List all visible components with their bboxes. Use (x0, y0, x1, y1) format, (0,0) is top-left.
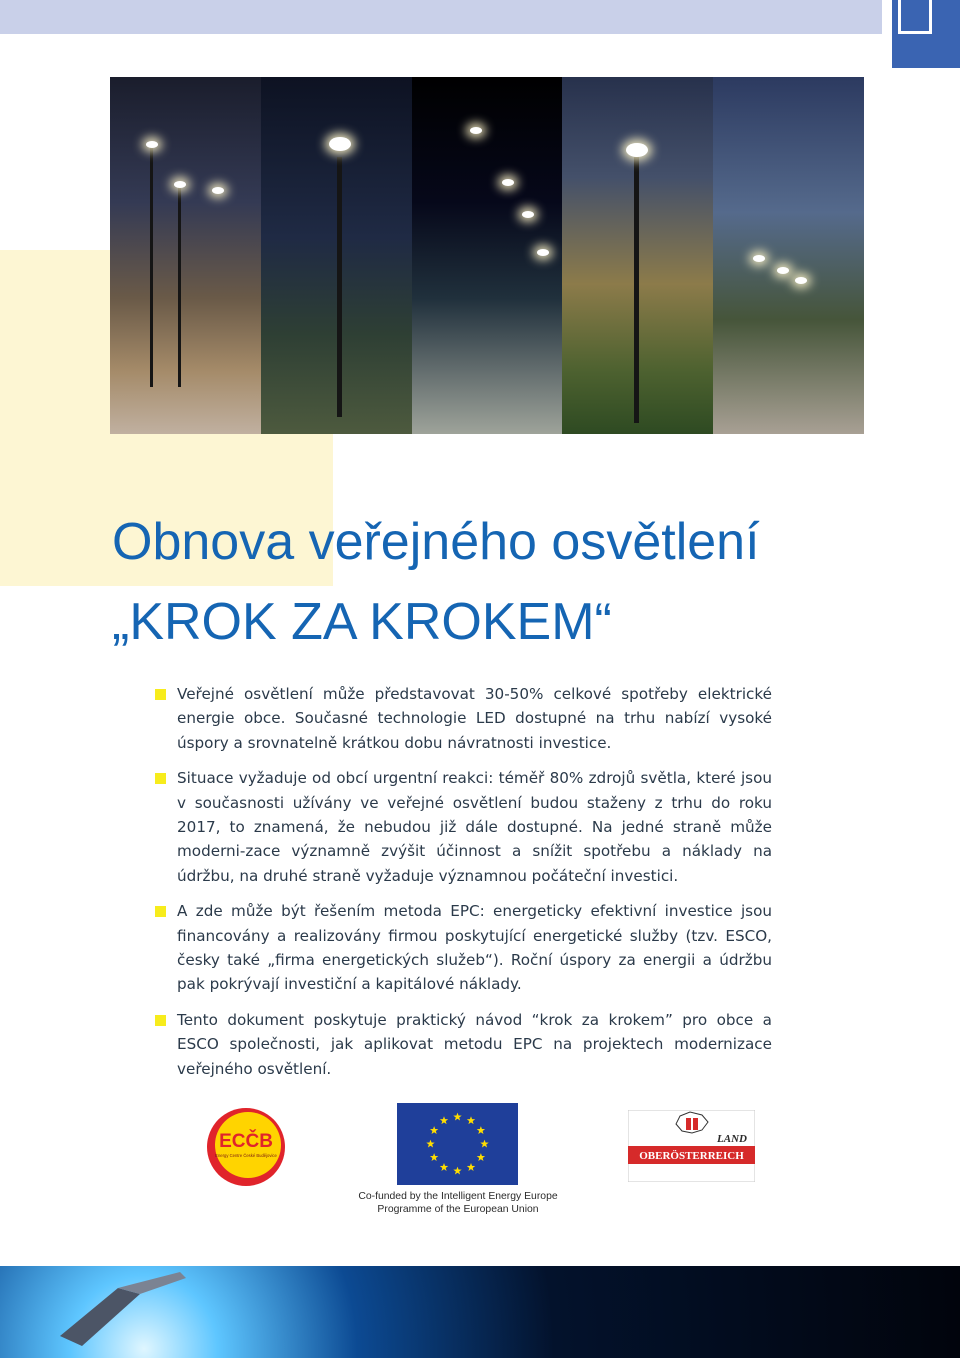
bullet-text: A zde může být řešením metoda EPC: energeticky efektivní investice jsou financovány a realizovány firmou poskytující energetické služby (tzv. ESCO, česky také „firma energetických služeb“). Roční úspory za energii a údržbu pak pokrývají investiční a kapitálové náklady. (177, 902, 772, 994)
old-lantern-photo (261, 77, 412, 434)
bullet-item (155, 766, 772, 888)
bullet-item (155, 1008, 772, 1081)
eu-flag-icon (397, 1103, 518, 1185)
bullet-item (155, 682, 772, 755)
led-lamp-head-icon (0, 1266, 960, 1358)
parking-lot-night-photo (110, 77, 261, 434)
corner-decor-square (892, 0, 960, 68)
eccb-logo (206, 1107, 286, 1187)
yellow-square-bullet-icon (155, 689, 166, 700)
led-street-photo (412, 77, 563, 434)
page-subtitle: „KROK ZA KROKEM“ (112, 593, 612, 651)
top-decor-band (0, 0, 882, 34)
page-title: Obnova veřejného osvětlení (112, 513, 760, 571)
bullet-text: Tento dokument poskytuje praktický návod “krok za krokem” pro obce a ESCO společnosti, jak aplikovat metodu EPC na projektech modernizace veřejného osvětlení. (177, 1010, 772, 1078)
bullet-item (155, 899, 772, 997)
eccb-logo-caption: Energy Centre České Budějovice (215, 1153, 277, 1158)
park-lamp-photo (562, 77, 713, 434)
oberosterreich-label: OBERÖSTERREICH (639, 1150, 744, 1162)
path-lamps-photo (713, 77, 864, 434)
yellow-square-bullet-icon (155, 773, 166, 784)
street-lighting-photo-strip (110, 77, 864, 434)
bottom-led-lamp-photo (0, 1266, 960, 1358)
yellow-square-bullet-icon (155, 906, 166, 917)
land-oberosterreich-logo (628, 1110, 755, 1182)
cofunding-line-1: Co-funded by the Intelligent Energy Europe (358, 1191, 558, 1202)
cofunding-line-2: Programme of the European Union (377, 1204, 539, 1215)
yellow-square-bullet-icon (155, 1015, 166, 1026)
cofunding-statement (340, 1190, 576, 1216)
bullet-text: Situace vyžaduje od obcí urgentní reakci: téměř 80% zdrojů světla, které jsou v současnosti užívány ve veřejné osvětlení budou staženy z trhu do roku 2017, to znamená, že nebudou již dále dostupné. Na jedné straně může moderni-zace významně zvýšit účinnost a snížit spotřebu a náklady na údržbu, na druhé straně vyžaduje významnou počáteční investici. (177, 769, 772, 885)
land-label: LAND (717, 1133, 747, 1145)
bullet-text: Veřejné osvětlení může představovat 30-50% celkové spotřeby elektrické energie obce. Současné technologie LED dostupné na trhu nabízí vysoké úspory a srovnatelně krátkou dobu návratnosti investice. (177, 685, 772, 752)
eccb-logo-letters: ECČB (219, 1131, 273, 1152)
intro-bullet-list (155, 682, 772, 1092)
